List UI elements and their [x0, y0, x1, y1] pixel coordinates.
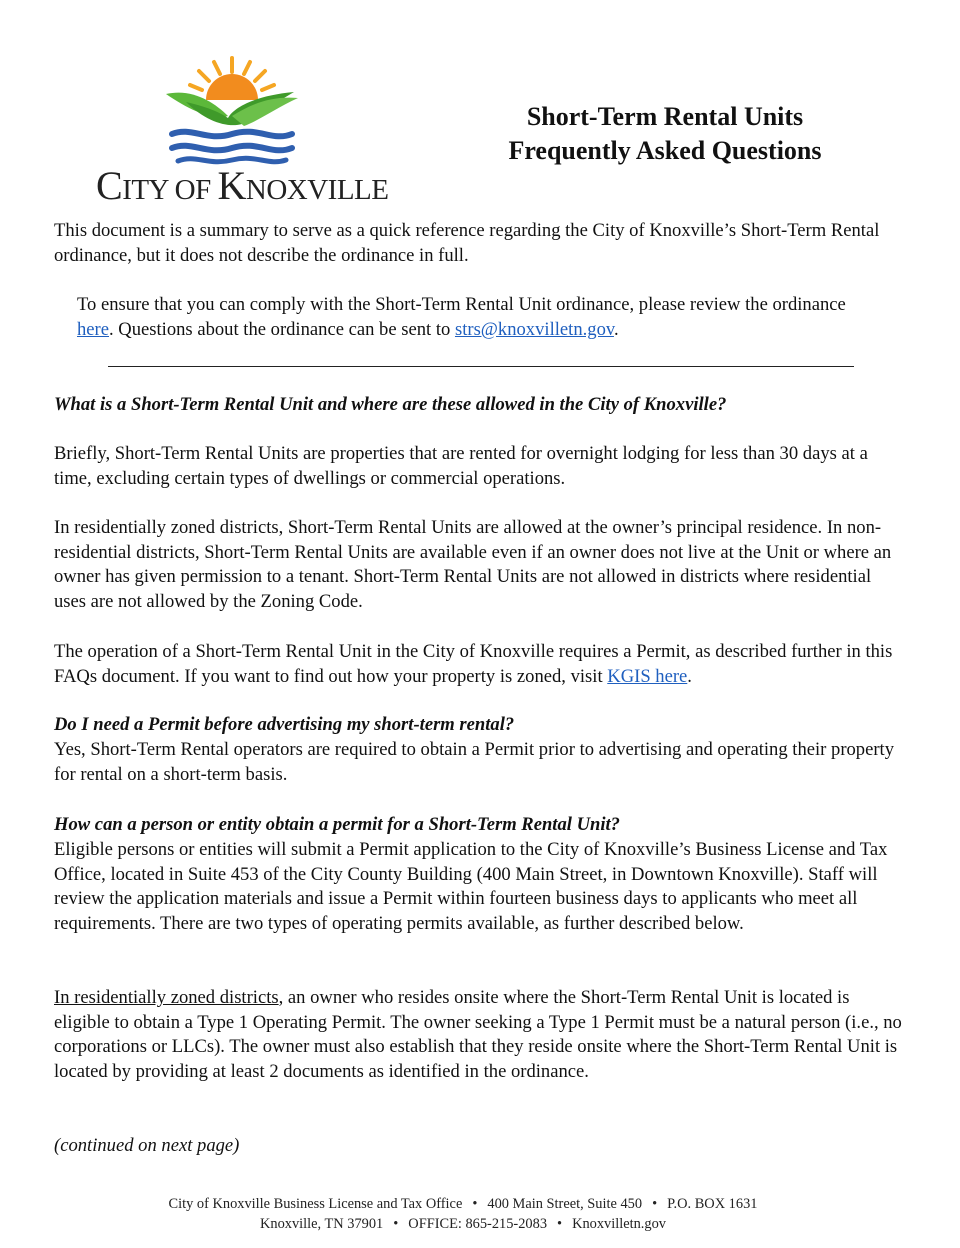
faq-answer-2 [54, 738, 904, 787]
page-footer [0, 1194, 926, 1234]
intro-text: This document is a summary to serve as a quick reference regarding the City of Knoxville’s Short-Term Rental ordinance, but it does not describe the ordinance in full. [54, 220, 880, 266]
answer-text: Yes, Short-Term Rental operators are required to obtain a Permit prior to advertising and operating their property for rental on a short-term basis. [54, 739, 895, 785]
intro-paragraph [54, 219, 904, 268]
answer-text: The operation of a Short-Term Rental Unit in the City of Knoxville requires a Permit, as described further in this FAQs document. If you want to find out how your property is zoned, visit KGIS here. [54, 641, 893, 687]
faq-answer-1-paragraph-1 [54, 442, 904, 491]
faq-answer-3-paragraph-2 [54, 986, 904, 1084]
divider [108, 366, 854, 367]
continued-text: (continued on next page) [54, 1135, 240, 1156]
email-link[interactable]: strs@knoxvilletn.gov [454, 318, 614, 340]
page-title [440, 100, 890, 168]
faq-question-2 [54, 713, 904, 738]
ordinance-link[interactable]: here [77, 318, 109, 340]
faq-answer-1-paragraph-3 [54, 640, 894, 689]
faq-answer-3-paragraph-1 [54, 838, 894, 936]
compliance-text: To ensure that you can comply with the Short-Term Rental Unit ordinance, please review the ordinance here. Questions about the ordinance can be sent to strs@knoxvilletn.gov. [77, 294, 846, 340]
logo-wordmark: CITY OF KNOXVILLE [96, 163, 389, 208]
faq-question-3 [54, 813, 904, 838]
question-text: What is a Short-Term Rental Unit and where are these allowed in the City of Knoxville? [54, 394, 727, 415]
answer-text: Eligible persons or entities will submit a Permit application to the City of Knoxville’s Business License and Tax Office, located in Suite 453 of the City County Building (400 Main Street, in Downtown Knoxville). Staff will review the application materials and issue a Permit within fourteen business days to applicants who meet all requirements. There are two types of operating permits available, as further described below. [54, 839, 888, 934]
continued-note [54, 1134, 904, 1159]
answer-text: Briefly, Short-Term Rental Units are properties that are rented for overnight lodging for less than 30 days at a time, excluding certain types of dwellings or commercial operations. [54, 443, 868, 489]
answer-text: In residentially zoned districts, Short-Term Rental Units are allowed at the owner’s principal residence. In non-residential districts, Short-Term Rental Units are available even if an owner does not live at the Unit or where an owner has given permission to a tenant. Short-Term Rental Units are not allowed in districts where residential uses are not allowed by the Zoning Code. [54, 517, 892, 612]
kgis-link[interactable]: KGIS here [607, 665, 688, 687]
title-line-2: Frequently Asked Questions [508, 136, 822, 165]
city-logo [92, 54, 389, 208]
sun-hills-water-icon [162, 54, 302, 166]
footer-line-2: Knoxville, TN 37901 • OFFICE: 865-215-2083 • Knoxvilletn.gov [260, 1216, 666, 1232]
title-line-1: Short-Term Rental Units [526, 102, 804, 131]
faq-answer-1-paragraph-2 [54, 516, 904, 614]
footer-line-1: City of Knoxville Business License and Tax Office • 400 Main Street, Suite 450 • P.O. BOX 1631 [168, 1196, 758, 1212]
question-text: How can a person or entity obtain a permit for a Short-Term Rental Unit? [54, 814, 620, 835]
answer-text: In residentially zoned districts, an owner who resides onsite where the Short-Term Rental Unit is located is eligible to obtain a Type 1 Operating Permit. The owner seeking a Type 1 Permit must be a natural person (i.e., no corporations or LLCs). The owner must also establish that they reside onsite where the Short-Term Rental Unit is located by providing at least 2 documents as identified in the ordinance. [54, 987, 902, 1082]
question-text: Do I need a Permit before advertising my short-term rental? [54, 714, 515, 735]
intro-compliance-paragraph [77, 293, 877, 342]
faq-question-1 [54, 393, 834, 418]
